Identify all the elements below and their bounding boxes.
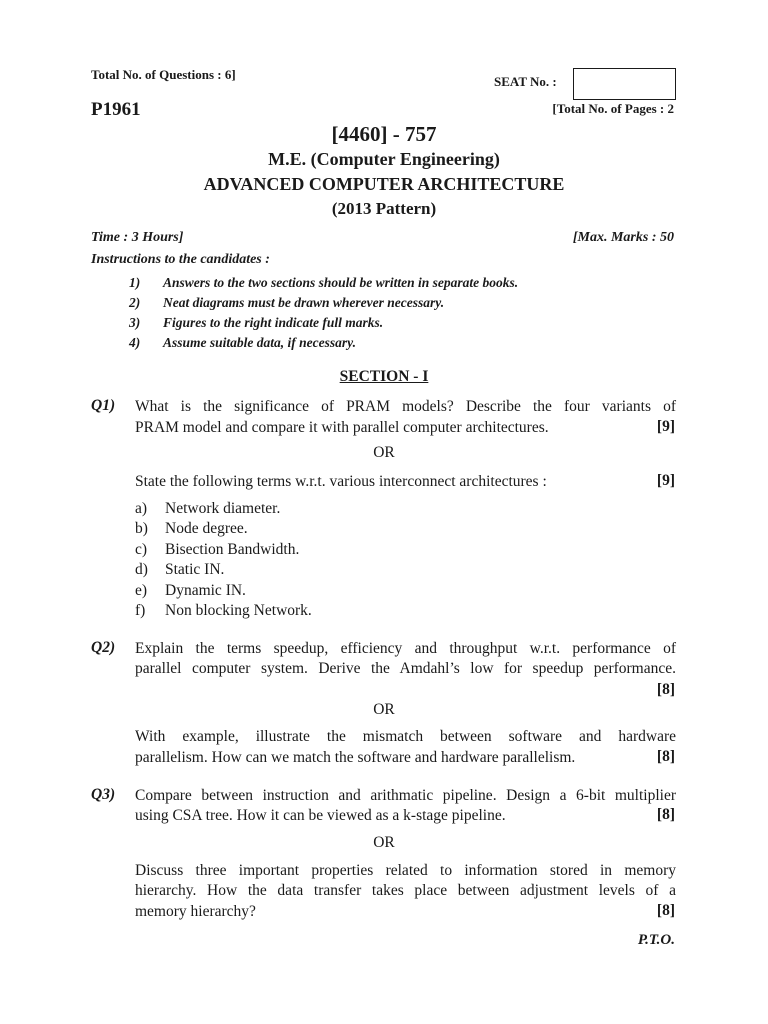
question-number: Q1) bbox=[91, 397, 116, 414]
list-item-label: e) bbox=[135, 582, 148, 599]
instruction-text: Assume suitable data, if necessary. bbox=[163, 335, 357, 350]
question-number: Q2) bbox=[91, 639, 116, 656]
list-item-label: d) bbox=[135, 561, 148, 578]
question-number: Q3) bbox=[91, 786, 116, 803]
marks-label: [8] bbox=[656, 681, 675, 698]
list-item: Network diameter. bbox=[165, 500, 281, 517]
list-item: Node degree. bbox=[165, 520, 248, 537]
marks-label: [8] bbox=[656, 748, 675, 765]
pattern-title: (2013 Pattern) bbox=[331, 199, 437, 218]
marks-label: [9] bbox=[656, 418, 675, 435]
max-marks: [Max. Marks : 50 bbox=[572, 230, 674, 245]
list-item: Dynamic IN. bbox=[165, 582, 246, 599]
list-item-label: c) bbox=[135, 541, 148, 558]
or-separator: OR bbox=[373, 444, 395, 461]
question-text: State the following terms w.r.t. various interconnect architectures : bbox=[135, 473, 547, 490]
question-text: memory hierarchy? bbox=[135, 903, 256, 920]
question-text: Compare between instruction and arithmatic pipeline. Design a 6-bit multiplier bbox=[135, 787, 676, 804]
question-text: With example, illustrate the mismatch between software and hardware bbox=[135, 728, 676, 745]
pto-label: P.T.O. bbox=[637, 932, 675, 948]
list-item: Bisection Bandwidth. bbox=[165, 541, 300, 558]
instructions-heading: Instructions to the candidates : bbox=[91, 252, 270, 267]
seat-no-box bbox=[573, 68, 676, 100]
question-text: using CSA tree. How it can be viewed as a k-stage pipeline. bbox=[135, 807, 506, 824]
question-text: hierarchy. How the data transfer takes place between adjustment levels of a bbox=[135, 882, 676, 899]
instruction-text: Answers to the two sections should be written in separate books. bbox=[163, 275, 519, 290]
instruction-num: 2) bbox=[129, 295, 141, 310]
question-text: Discuss three important properties related to information stored in memory bbox=[135, 862, 676, 879]
total-pages: [Total No. of Pages : 2 bbox=[552, 101, 674, 116]
time-label: Time : 3 Hours] bbox=[91, 230, 184, 245]
instruction-num: 3) bbox=[129, 315, 141, 330]
marks-label: [8] bbox=[656, 902, 675, 919]
or-separator: OR bbox=[373, 834, 395, 851]
or-separator: OR bbox=[373, 701, 395, 718]
list-item: Static IN. bbox=[165, 561, 225, 578]
question-text: What is the significance of PRAM models? Describe the four variants of bbox=[135, 398, 676, 415]
seat-no-label: SEAT No. : bbox=[494, 74, 557, 89]
exam-code: [4460] - 757 bbox=[331, 122, 437, 146]
total-questions: Total No. of Questions : 6] bbox=[91, 67, 236, 82]
marks-label: [9] bbox=[656, 472, 675, 489]
paper-code: P1961 bbox=[91, 99, 141, 120]
list-item-label: f) bbox=[135, 602, 146, 619]
list-item-label: a) bbox=[135, 500, 148, 517]
list-item: Non blocking Network. bbox=[165, 602, 312, 619]
question-text: parallel computer system. Derive the Amdahl’s low for speedup performance. bbox=[135, 660, 676, 677]
instruction-num: 4) bbox=[129, 335, 141, 350]
list-item-label: b) bbox=[135, 520, 148, 537]
instruction-text: Neat diagrams must be drawn wherever necessary. bbox=[163, 295, 445, 310]
question-text: parallelism. How can we match the software and hardware parallelism. bbox=[135, 749, 576, 766]
section-heading: SECTION - I bbox=[339, 368, 429, 385]
marks-label: [8] bbox=[656, 806, 675, 823]
course-title: M.E. (Computer Engineering) bbox=[268, 149, 500, 169]
instruction-text: Figures to the right indicate full marks. bbox=[163, 315, 384, 330]
question-text: PRAM model and compare it with parallel computer architectures. bbox=[135, 419, 549, 436]
instruction-num: 1) bbox=[129, 275, 141, 290]
question-text: Explain the terms speedup, efficiency and throughput w.r.t. performance of bbox=[135, 640, 676, 657]
subject-title: ADVANCED COMPUTER ARCHITECTURE bbox=[203, 174, 565, 194]
